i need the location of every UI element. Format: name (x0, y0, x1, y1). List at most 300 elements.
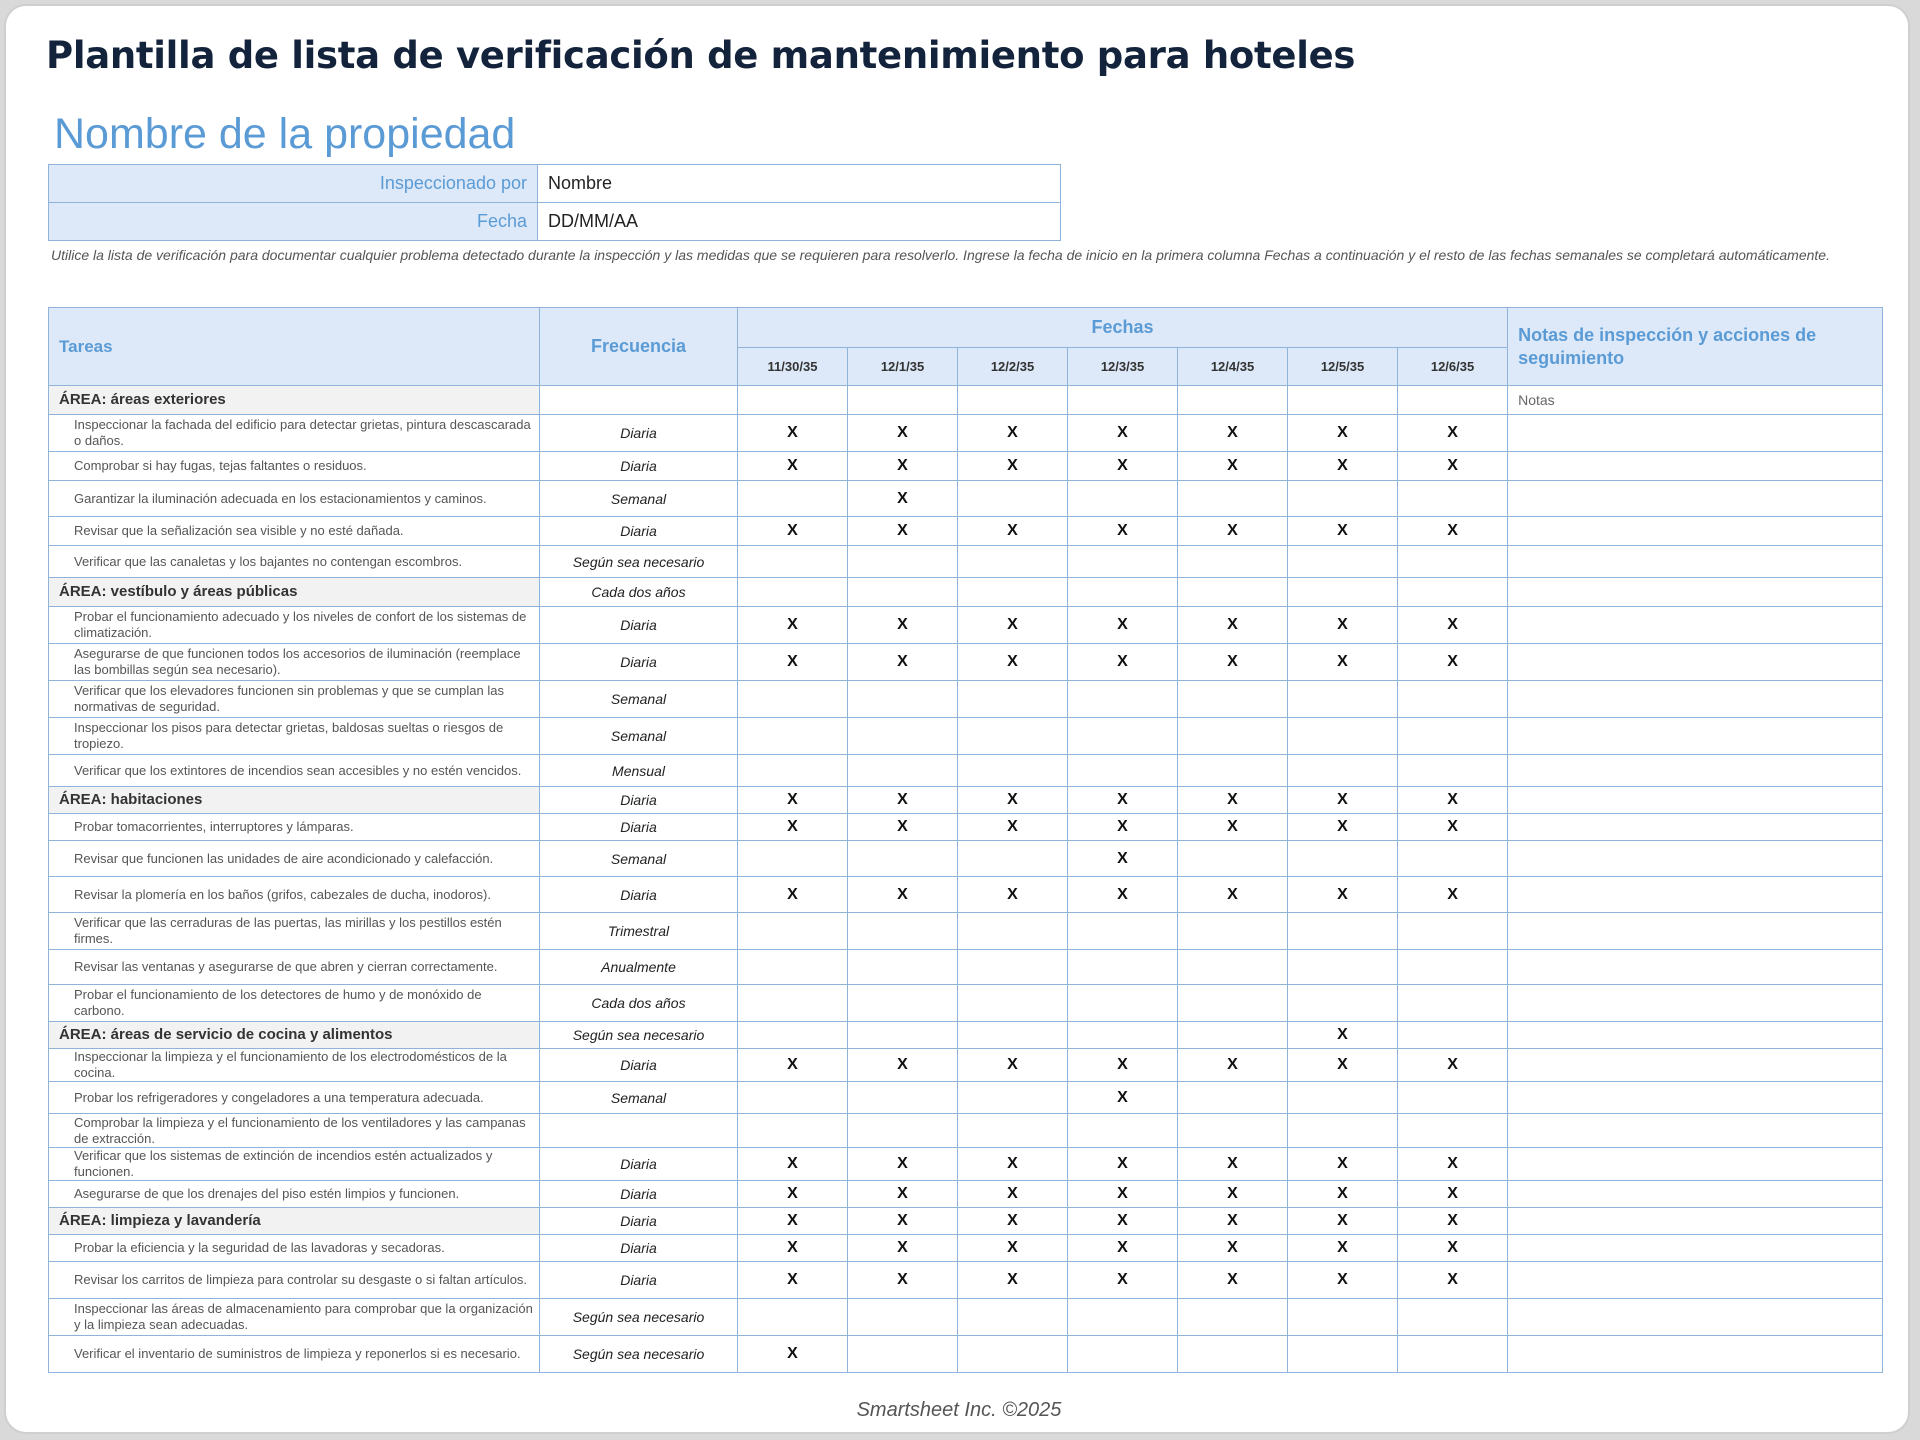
frequency-cell[interactable]: Diaria (540, 1148, 738, 1181)
check-cell[interactable]: X (1398, 1049, 1508, 1082)
check-cell[interactable]: X (1398, 517, 1508, 546)
task-row (49, 950, 1883, 985)
area-row (49, 787, 1883, 814)
frequency-cell[interactable]: Diaria (540, 814, 738, 841)
check-cell[interactable] (1398, 718, 1508, 755)
check-cell[interactable]: X (1068, 1181, 1178, 1208)
check-cell[interactable]: X (958, 1235, 1068, 1262)
frequency-cell[interactable]: Diaria (540, 787, 738, 814)
notes-cell[interactable] (1508, 1022, 1883, 1049)
inspected-by-field[interactable]: Nombre (538, 165, 1061, 203)
check-cell[interactable]: X (1398, 787, 1508, 814)
check-cell[interactable] (1398, 1336, 1508, 1373)
check-cell[interactable]: X (1178, 607, 1288, 644)
frequency-cell[interactable]: Según sea necesario (540, 1299, 738, 1336)
check-cell[interactable] (1068, 718, 1178, 755)
check-cell[interactable]: X (848, 415, 958, 452)
check-cell[interactable] (1288, 546, 1398, 578)
check-cell[interactable] (738, 546, 848, 578)
check-cell[interactable]: X (1068, 1235, 1178, 1262)
check-cell[interactable]: X (848, 787, 958, 814)
check-cell[interactable] (958, 1299, 1068, 1336)
check-cell[interactable] (958, 755, 1068, 787)
check-cell[interactable] (848, 841, 958, 877)
date-header-cell[interactable]: 12/1/35 (848, 348, 958, 386)
check-cell[interactable]: X (738, 1262, 848, 1299)
check-cell[interactable]: X (1288, 814, 1398, 841)
notes-cell[interactable] (1508, 1208, 1883, 1235)
check-cell[interactable]: X (958, 644, 1068, 681)
check-cell[interactable] (958, 913, 1068, 950)
check-cell[interactable] (958, 1022, 1068, 1049)
check-cell[interactable] (848, 718, 958, 755)
notes-cell[interactable] (1508, 546, 1883, 578)
frequency-cell[interactable]: Semanal (540, 1082, 738, 1114)
check-cell[interactable] (1068, 1022, 1178, 1049)
task-row (49, 415, 1883, 452)
check-cell[interactable]: X (958, 517, 1068, 546)
check-cell[interactable] (738, 841, 848, 877)
check-cell[interactable]: X (848, 607, 958, 644)
check-cell[interactable] (738, 1022, 848, 1049)
check-cell[interactable] (738, 755, 848, 787)
check-cell[interactable] (1288, 841, 1398, 877)
footer-copyright: Smartsheet Inc. ©2025 (856, 1399, 1062, 1421)
check-cell[interactable]: X (958, 1208, 1068, 1235)
frequency-cell[interactable] (540, 386, 738, 415)
date-header-cell[interactable]: 12/2/35 (958, 348, 1068, 386)
check-cell[interactable] (958, 985, 1068, 1022)
date-row (49, 203, 1061, 241)
check-cell[interactable] (738, 913, 848, 950)
check-cell[interactable]: X (848, 1208, 958, 1235)
check-cell[interactable]: X (958, 814, 1068, 841)
task-text: Comprobar si hay fugas, tejas faltantes o residuos. (49, 452, 540, 481)
check-cell[interactable]: X (848, 1181, 958, 1208)
check-cell[interactable] (1178, 985, 1288, 1022)
check-cell[interactable] (1288, 718, 1398, 755)
frequency-cell[interactable]: Según sea necesario (540, 546, 738, 578)
check-cell[interactable] (1068, 913, 1178, 950)
check-cell[interactable] (738, 681, 848, 718)
frequency-cell[interactable]: Según sea necesario (540, 1336, 738, 1373)
notes-cell[interactable] (1508, 814, 1883, 841)
check-cell[interactable] (738, 718, 848, 755)
check-cell[interactable]: X (1178, 1262, 1288, 1299)
check-cell[interactable]: X (1068, 787, 1178, 814)
check-cell[interactable] (1178, 1336, 1288, 1373)
check-cell[interactable]: X (1288, 1208, 1398, 1235)
check-cell[interactable] (1398, 546, 1508, 578)
check-cell[interactable] (1398, 1114, 1508, 1148)
check-cell[interactable] (1178, 546, 1288, 578)
check-cell[interactable]: X (848, 1148, 958, 1181)
check-cell[interactable] (1398, 386, 1508, 415)
check-cell[interactable]: X (848, 1049, 958, 1082)
check-cell[interactable] (1288, 755, 1398, 787)
check-cell[interactable]: X (958, 452, 1068, 481)
check-cell[interactable]: X (1068, 1082, 1178, 1114)
check-cell[interactable]: X (1178, 452, 1288, 481)
frequency-cell[interactable]: Diaria (540, 452, 738, 481)
check-cell[interactable]: X (1288, 415, 1398, 452)
check-cell[interactable]: X (1288, 1262, 1398, 1299)
check-cell[interactable] (738, 950, 848, 985)
task-text: Probar tomacorrientes, interruptores y lámparas. (49, 814, 540, 841)
check-cell[interactable] (1178, 1299, 1288, 1336)
check-cell[interactable]: X (1068, 1049, 1178, 1082)
check-cell[interactable] (1178, 681, 1288, 718)
check-cell[interactable]: X (848, 452, 958, 481)
notes-cell[interactable] (1508, 1235, 1883, 1262)
check-cell[interactable]: X (1398, 1148, 1508, 1181)
check-cell[interactable] (1068, 1114, 1178, 1148)
frequency-cell[interactable]: Cada dos años (540, 578, 738, 607)
notes-cell[interactable] (1508, 1148, 1883, 1181)
task-text: Verificar que las cerraduras de las puertas, las mirillas y los pestillos estén firmes. (49, 913, 540, 950)
check-cell[interactable] (848, 546, 958, 578)
check-cell[interactable] (1288, 481, 1398, 517)
check-cell[interactable]: X (958, 1148, 1068, 1181)
check-cell[interactable] (1288, 950, 1398, 985)
check-cell[interactable] (1068, 481, 1178, 517)
check-cell[interactable] (848, 950, 958, 985)
check-cell[interactable]: X (738, 1208, 848, 1235)
check-cell[interactable] (1068, 681, 1178, 718)
check-cell[interactable]: X (1068, 415, 1178, 452)
check-cell[interactable]: X (1178, 1181, 1288, 1208)
check-cell[interactable] (1398, 755, 1508, 787)
check-cell[interactable]: X (738, 877, 848, 913)
check-cell[interactable]: X (1398, 1208, 1508, 1235)
check-cell[interactable]: X (958, 1262, 1068, 1299)
date-header-cell[interactable]: 12/6/35 (1398, 348, 1508, 386)
check-cell[interactable]: X (1288, 787, 1398, 814)
check-cell[interactable]: X (1178, 1049, 1288, 1082)
check-cell[interactable] (1398, 950, 1508, 985)
check-cell[interactable]: X (958, 1049, 1068, 1082)
check-cell[interactable]: X (1288, 452, 1398, 481)
check-cell[interactable]: X (738, 1049, 848, 1082)
notes-cell[interactable] (1508, 877, 1883, 913)
check-cell[interactable]: X (738, 787, 848, 814)
notes-cell[interactable] (1508, 607, 1883, 644)
check-cell[interactable] (1398, 841, 1508, 877)
check-cell[interactable]: X (1068, 1148, 1178, 1181)
task-row (49, 1262, 1883, 1299)
check-cell[interactable] (958, 841, 1068, 877)
check-cell[interactable] (1178, 755, 1288, 787)
check-cell[interactable] (848, 1022, 958, 1049)
check-cell[interactable]: X (738, 644, 848, 681)
check-cell[interactable] (958, 718, 1068, 755)
frequency-cell[interactable]: Según sea necesario (540, 1022, 738, 1049)
check-cell[interactable] (1398, 913, 1508, 950)
check-cell[interactable]: X (1178, 415, 1288, 452)
check-cell[interactable] (1398, 681, 1508, 718)
property-name[interactable]: Nombre de la propiedad (54, 110, 516, 158)
check-cell[interactable]: X (1178, 644, 1288, 681)
check-cell[interactable]: X (738, 517, 848, 546)
task-text: Revisar que la señalización sea visible y no esté dañada. (49, 517, 540, 546)
notes-cell[interactable] (1508, 787, 1883, 814)
notes-cell[interactable] (1508, 481, 1883, 517)
date-header-cell[interactable]: 11/30/35 (738, 348, 848, 386)
task-text: Probar el funcionamiento de los detectores de humo y de monóxido de carbono. (49, 985, 540, 1022)
frequency-cell[interactable]: Diaria (540, 1208, 738, 1235)
check-cell[interactable] (1288, 1082, 1398, 1114)
frequency-cell[interactable]: Semanal (540, 481, 738, 517)
checklist-table (48, 307, 1883, 1373)
check-cell[interactable] (738, 386, 848, 415)
check-cell[interactable] (1288, 1114, 1398, 1148)
task-text: Revisar que funcionen las unidades de aire acondicionado y calefacción. (49, 841, 540, 877)
notes-cell[interactable] (1508, 1049, 1883, 1082)
notes-cell[interactable] (1508, 1082, 1883, 1114)
check-cell[interactable]: X (738, 1148, 848, 1181)
check-cell[interactable] (1288, 1299, 1398, 1336)
check-cell[interactable] (958, 546, 1068, 578)
notes-cell[interactable] (1508, 1336, 1883, 1373)
check-cell[interactable] (1178, 578, 1288, 607)
check-cell[interactable] (1398, 1022, 1508, 1049)
notes-cell[interactable] (1508, 755, 1883, 787)
check-cell[interactable] (1068, 1336, 1178, 1373)
frequency-cell[interactable]: Anualmente (540, 950, 738, 985)
check-cell[interactable]: X (1288, 1022, 1398, 1049)
frequency-cell[interactable]: Trimestral (540, 913, 738, 950)
check-cell[interactable]: X (848, 517, 958, 546)
frequency-cell[interactable]: Diaria (540, 1235, 738, 1262)
check-cell[interactable]: X (738, 452, 848, 481)
frequency-cell[interactable]: Diaria (540, 415, 738, 452)
check-cell[interactable]: X (1288, 1181, 1398, 1208)
check-cell[interactable] (1068, 1299, 1178, 1336)
check-cell[interactable] (1178, 386, 1288, 415)
check-cell[interactable]: X (1288, 1235, 1398, 1262)
check-cell[interactable]: X (738, 1181, 848, 1208)
frequency-cell[interactable]: Semanal (540, 718, 738, 755)
check-cell[interactable]: X (1068, 644, 1178, 681)
check-cell[interactable] (1398, 1299, 1508, 1336)
frequency-cell[interactable]: Diaria (540, 1262, 738, 1299)
date-header-cell[interactable]: 12/4/35 (1178, 348, 1288, 386)
notes-cell[interactable] (1508, 841, 1883, 877)
area-row (49, 1022, 1883, 1049)
notes-cell[interactable] (1508, 950, 1883, 985)
date-header-cell[interactable]: 12/5/35 (1288, 348, 1398, 386)
check-cell[interactable] (738, 985, 848, 1022)
check-cell[interactable] (1398, 481, 1508, 517)
task-text: Revisar las ventanas y asegurarse de que abren y cierran correctamente. (49, 950, 540, 985)
check-cell[interactable] (1178, 1082, 1288, 1114)
check-cell[interactable] (1288, 681, 1398, 718)
check-cell[interactable] (1178, 718, 1288, 755)
check-cell[interactable] (848, 755, 958, 787)
check-cell[interactable]: X (848, 814, 958, 841)
check-cell[interactable]: X (1068, 1262, 1178, 1299)
check-cell[interactable] (738, 481, 848, 517)
check-cell[interactable]: X (1398, 1262, 1508, 1299)
check-cell[interactable]: X (1288, 877, 1398, 913)
check-cell[interactable] (848, 1114, 958, 1148)
check-cell[interactable] (1178, 481, 1288, 517)
check-cell[interactable]: X (1288, 517, 1398, 546)
notes-cell[interactable] (1508, 1262, 1883, 1299)
check-cell[interactable] (1068, 386, 1178, 415)
frequency-cell[interactable]: Diaria (540, 877, 738, 913)
check-cell[interactable]: X (1398, 814, 1508, 841)
check-cell[interactable]: X (1398, 1235, 1508, 1262)
check-cell[interactable]: X (1398, 1181, 1508, 1208)
frequency-cell[interactable]: Diaria (540, 517, 738, 546)
check-cell[interactable] (848, 1082, 958, 1114)
check-cell[interactable] (1288, 386, 1398, 415)
check-cell[interactable]: X (1178, 814, 1288, 841)
check-cell[interactable]: X (1068, 452, 1178, 481)
notes-cell[interactable] (1508, 1114, 1883, 1148)
check-cell[interactable]: X (1288, 607, 1398, 644)
check-cell[interactable] (1068, 546, 1178, 578)
notes-cell[interactable]: Notas (1508, 386, 1883, 415)
area-title: ÁREA: áreas de servicio de cocina y alimentos (49, 1022, 540, 1049)
notes-cell[interactable] (1508, 1181, 1883, 1208)
check-cell[interactable] (1178, 1114, 1288, 1148)
check-cell[interactable]: X (848, 644, 958, 681)
check-cell[interactable] (958, 578, 1068, 607)
check-cell[interactable]: X (1288, 1148, 1398, 1181)
check-cell[interactable] (1398, 985, 1508, 1022)
check-cell[interactable]: X (1178, 517, 1288, 546)
check-cell[interactable]: X (1178, 1148, 1288, 1181)
notes-cell[interactable] (1508, 1299, 1883, 1336)
check-cell[interactable]: X (958, 607, 1068, 644)
notes-cell[interactable] (1508, 452, 1883, 481)
check-cell[interactable]: X (848, 877, 958, 913)
check-cell[interactable] (958, 1336, 1068, 1373)
check-cell[interactable]: X (1068, 607, 1178, 644)
check-cell[interactable]: X (1178, 877, 1288, 913)
notes-cell[interactable] (1508, 415, 1883, 452)
check-cell[interactable] (958, 386, 1068, 415)
check-cell[interactable] (1068, 578, 1178, 607)
check-cell[interactable] (958, 1082, 1068, 1114)
check-cell[interactable] (1398, 578, 1508, 607)
check-cell[interactable]: X (738, 814, 848, 841)
check-cell[interactable]: X (738, 607, 848, 644)
frequency-cell[interactable]: Diaria (540, 607, 738, 644)
check-cell[interactable] (1288, 578, 1398, 607)
check-cell[interactable]: X (738, 415, 848, 452)
check-cell[interactable] (958, 950, 1068, 985)
check-cell[interactable]: X (1178, 1208, 1288, 1235)
check-cell[interactable]: X (958, 1181, 1068, 1208)
check-cell[interactable] (958, 681, 1068, 718)
check-cell[interactable]: X (1068, 1208, 1178, 1235)
frequency-cell[interactable]: Mensual (540, 755, 738, 787)
check-cell[interactable] (1178, 1022, 1288, 1049)
check-cell[interactable] (848, 386, 958, 415)
notes-cell[interactable] (1508, 985, 1883, 1022)
check-cell[interactable] (1178, 841, 1288, 877)
check-cell[interactable]: X (848, 1262, 958, 1299)
date-field[interactable]: DD/MM/AA (538, 203, 1061, 241)
check-cell[interactable]: X (1398, 644, 1508, 681)
check-cell[interactable]: X (1398, 415, 1508, 452)
check-cell[interactable] (1068, 985, 1178, 1022)
check-cell[interactable]: X (1288, 644, 1398, 681)
check-cell[interactable] (738, 1082, 848, 1114)
check-cell[interactable] (958, 481, 1068, 517)
notes-cell[interactable] (1508, 644, 1883, 681)
notes-cell[interactable] (1508, 681, 1883, 718)
check-cell[interactable]: X (1398, 877, 1508, 913)
check-cell[interactable] (958, 1114, 1068, 1148)
check-cell[interactable]: X (1398, 607, 1508, 644)
check-cell[interactable] (848, 681, 958, 718)
check-cell[interactable] (848, 985, 958, 1022)
notes-cell[interactable] (1508, 913, 1883, 950)
frequency-cell[interactable]: Diaria (540, 1049, 738, 1082)
check-cell[interactable] (1068, 755, 1178, 787)
check-cell[interactable] (1068, 950, 1178, 985)
notes-cell[interactable] (1508, 517, 1883, 546)
check-cell[interactable] (1178, 950, 1288, 985)
check-cell[interactable]: X (1068, 517, 1178, 546)
check-cell[interactable] (848, 913, 958, 950)
check-cell[interactable]: X (1068, 877, 1178, 913)
check-cell[interactable]: X (1178, 1235, 1288, 1262)
date-header-cell[interactable]: 12/3/35 (1068, 348, 1178, 386)
check-cell[interactable] (738, 1114, 848, 1148)
check-cell[interactable]: X (738, 1235, 848, 1262)
notes-cell[interactable] (1508, 718, 1883, 755)
check-cell[interactable]: X (958, 415, 1068, 452)
check-cell[interactable]: X (958, 787, 1068, 814)
check-cell[interactable] (738, 578, 848, 607)
frequency-cell[interactable]: Diaria (540, 644, 738, 681)
notes-cell[interactable] (1508, 578, 1883, 607)
check-cell[interactable]: X (1288, 1049, 1398, 1082)
check-cell[interactable] (848, 1336, 958, 1373)
check-cell[interactable]: X (1178, 787, 1288, 814)
check-cell[interactable]: X (1068, 814, 1178, 841)
check-cell[interactable]: X (738, 1336, 848, 1373)
check-cell[interactable] (1398, 1082, 1508, 1114)
check-cell[interactable] (848, 1299, 958, 1336)
frequency-cell[interactable]: Diaria (540, 1181, 738, 1208)
frequency-cell[interactable]: Cada dos años (540, 985, 738, 1022)
frequency-cell[interactable]: Semanal (540, 681, 738, 718)
check-cell[interactable] (1288, 1336, 1398, 1373)
task-row (49, 1235, 1883, 1262)
check-cell[interactable] (1288, 985, 1398, 1022)
check-cell[interactable] (848, 578, 958, 607)
check-cell[interactable]: X (1398, 452, 1508, 481)
check-cell[interactable]: X (848, 1235, 958, 1262)
check-cell[interactable] (1178, 913, 1288, 950)
check-cell[interactable]: X (1068, 841, 1178, 877)
frequency-cell[interactable]: Semanal (540, 841, 738, 877)
check-cell[interactable]: X (848, 481, 958, 517)
check-cell[interactable] (1288, 913, 1398, 950)
frequency-cell[interactable] (540, 1114, 738, 1148)
check-cell[interactable] (738, 1299, 848, 1336)
task-row (49, 841, 1883, 877)
task-row (49, 877, 1883, 913)
task-text: Verificar que los sistemas de extinción de incendios estén actualizados y funcionen. (49, 1148, 540, 1181)
check-cell[interactable]: X (958, 877, 1068, 913)
